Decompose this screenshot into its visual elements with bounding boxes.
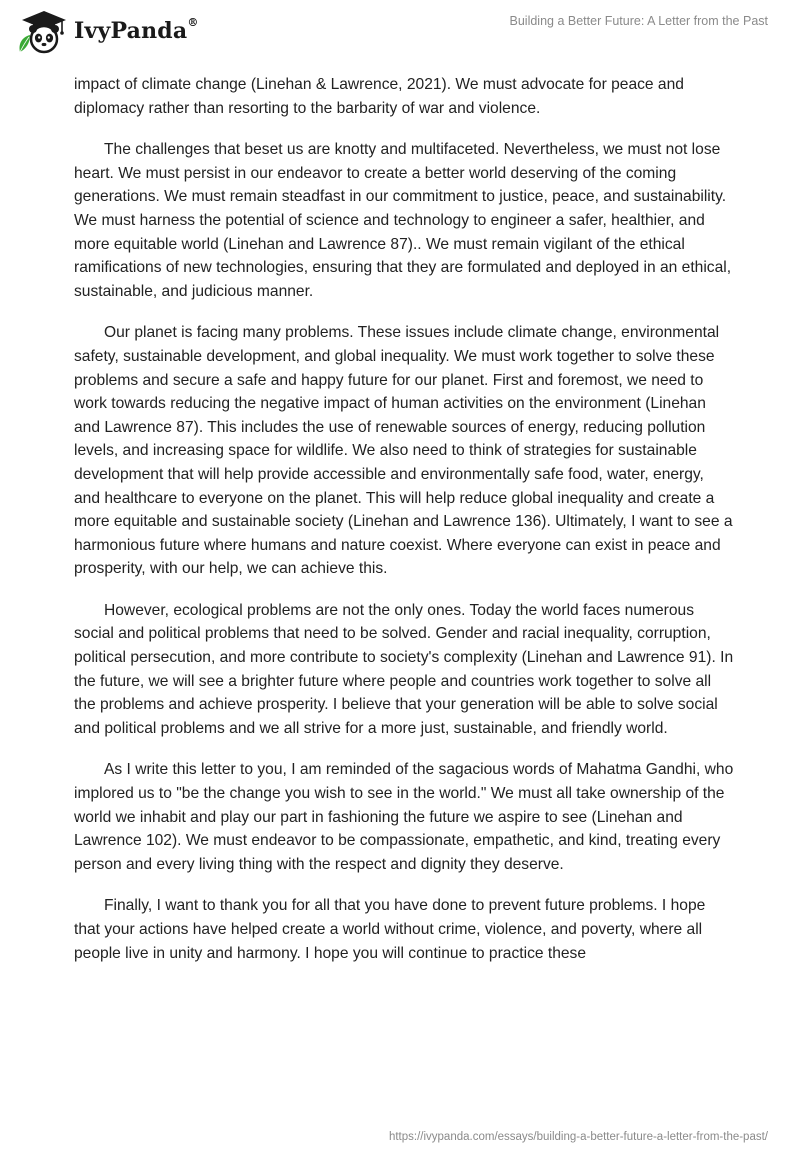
panda-graduate-icon	[14, 8, 70, 54]
essay-paragraph: Finally, I want to thank you for all that you have done to prevent future problems. I hope that your actions have helped create a world without crime, violence, and poverty, where all people live in unity and harmony. I hope you will continue to practice these	[74, 897, 706, 962]
page-header	[0, 0, 800, 66]
essay-paragraph: The challenges that beset us are knotty and multifaceted. Nevertheless, we must not lose heart. We must persist in our endeavor to create a better world deserving of the coming generations. We must remain steadfast in our commitment to justice, peace, and sustainability. We must harness the potential of science and technology to engineer a safer, healthier, and more equitable world (Linehan and Lawrence 87).. We must remain vigilant of the ethical ramifications of new technologies, ensuring that they are formulated and deployed in an ethical, sustainable, and judicious manner.	[74, 141, 732, 300]
ivypanda-logo[interactable]	[14, 8, 199, 54]
document-title: Building a Better Future: A Letter from the Past	[509, 14, 768, 28]
essay-paragraph: As I write this letter to you, I am reminded of the sagacious words of Mahatma Gandhi, who implored us to "be the change you wish to see in the world." We must all take ownership of the world we inhabit and play our part in fashioning the future we aspire to see (Linehan and Lawrence 102). We must endeavor to be compassionate, empathetic, and kind, treating every person and every living thing with the respect and dignity they deserve.	[74, 761, 734, 873]
brand-name-text: IvyPanda	[74, 18, 188, 44]
brand-name	[74, 18, 199, 44]
essay-body	[74, 73, 734, 983]
essay-paragraph: impact of climate change (Linehan & Lawrence, 2021). We must advocate for peace and diplomacy rather than resorting to the barbarity of war and violence.	[74, 76, 684, 117]
source-url[interactable]: https://ivypanda.com/essays/building-a-better-future-a-letter-from-the-past/	[388, 1131, 768, 1143]
essay-paragraph: However, ecological problems are not the only ones. Today the world faces numerous social and political problems that need to be solved. Gender and racial inequality, corruption, political persecution, and more contribute to society's complexity (Linehan and Lawrence 91). In the future, we will see a brighter future where people and countries work together to solve all the problems and achieve prosperity. I believe that your generation will be able to solve social and political problems and we all strive for a more just, sustainable, and friendly world.	[74, 601, 734, 737]
registered-mark: ®	[187, 16, 199, 29]
essay-paragraph: Our planet is facing many problems. These issues include climate change, environmental safety, sustainable development, and global inequality. We must work together to solve these problems and secure a safe and happy future for our planet. First and foremost, we need to work towards reducing the negative impact of human activities on the environment (Linehan and Lawrence 87). This includes the use of renewable sources of energy, reducing pollution levels, and increasing space for wildlife. We also need to think of strategies for sustainable development that will help provide accessible and environmentally safe food, water, energy, and healthcare to everyone on the planet. This will help reduce global inequality and create a more equitable and sustainable society (Linehan and Lawrence 136). Ultimately, I want to see a harmonious future where humans and nature coexist. Where everyone can exist in peace and prosperity, with our help, we can achieve this.	[74, 324, 733, 578]
